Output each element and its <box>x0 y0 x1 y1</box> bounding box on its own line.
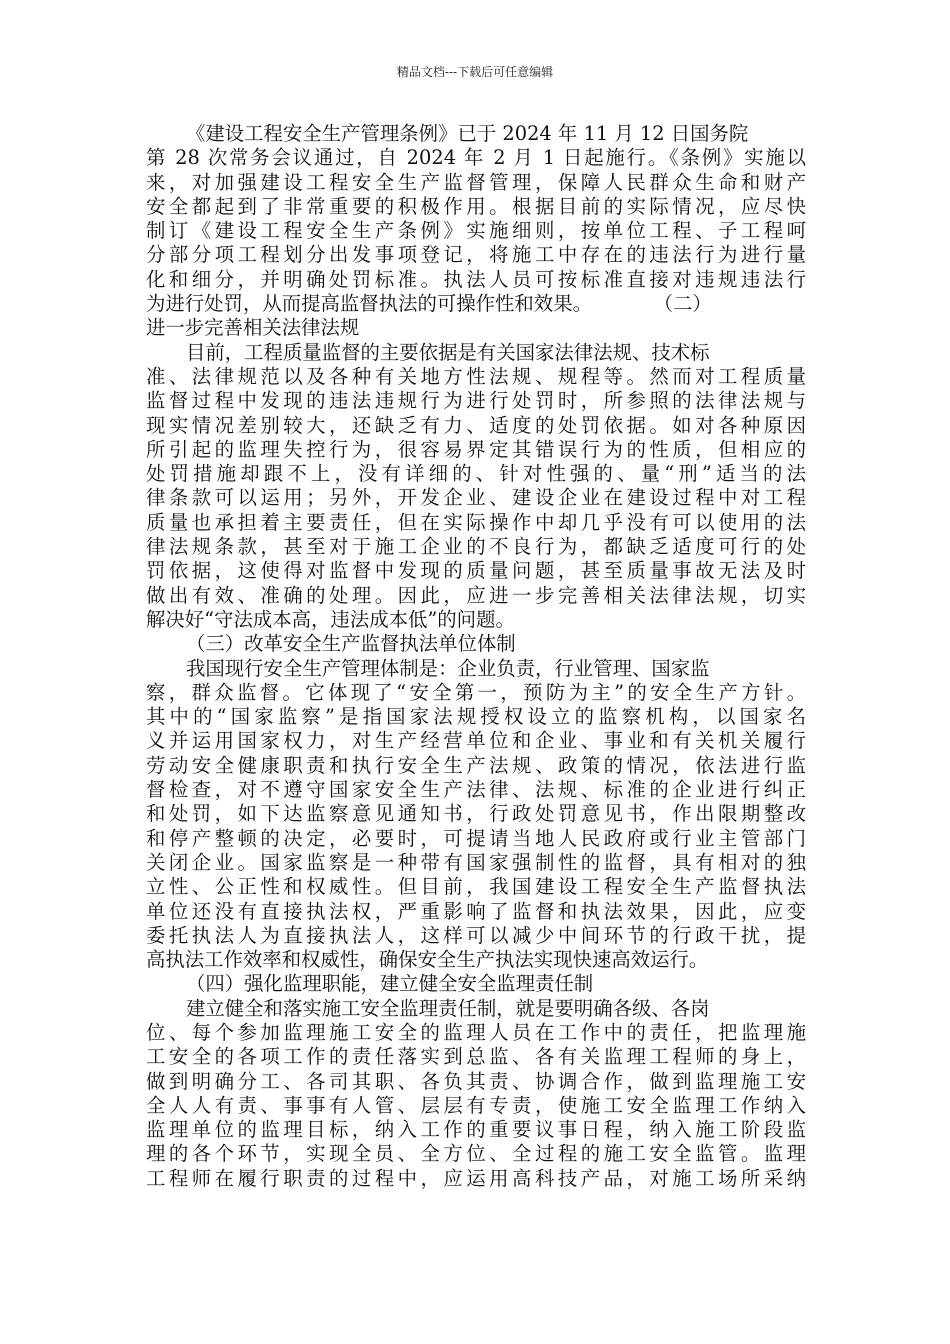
text-line: 律条款可以运用；另外，开发企业、建设企业在建设过程中对工程 <box>146 486 806 510</box>
text-line: 准、法律规范以及各种有关地方性法规、规程等。然而对工程质量 <box>146 364 806 388</box>
text-line: 督检查，对不遵守国家安全生产法律、法规、标准的企业进行纠正 <box>146 778 806 802</box>
text-line: 察，群众监督。它体现了“安全第一，预防为主”的安全生产方针。 <box>146 680 806 704</box>
text-line: 监督过程中发现的违法违规行为进行处罚时，所参照的法律法规与 <box>146 389 806 413</box>
text-line: 化和细分，并明确处罚标准。执法人员可按标准直接对违规违法行 <box>146 267 806 291</box>
text-line: 工安全的各项工作的责任落实到总监、各有关监理工程师的身上， <box>146 1045 806 1069</box>
text-line: 第 28 次常务会议通过，自 2024 年 2 月 1 日起施行。《条例》实施以 <box>146 146 806 170</box>
text-line: 劳动安全健康职责和执行安全生产法规、政策的情况，依法进行监 <box>146 753 806 777</box>
text-line: 所引起的监理失控行为，很容易界定其错误行为的性质，但相应的 <box>146 437 806 461</box>
text-line: 和停产整顿的决定，必要时，可提请当地人民政府或行业主管部门 <box>146 826 806 850</box>
text-line: 律法规条款，甚至对于施工企业的不良行为，都缺乏适度可行的处 <box>146 535 806 559</box>
text-line: 全人人有责、事事有人管、层层有专责，使施工安全监理工作纳入 <box>146 1093 806 1117</box>
text-line: 监理单位的监理目标，纳入工作的重要议事日程，纳入施工阶段监 <box>146 1118 806 1142</box>
section-heading: （三）改革安全生产监督执法单位体制 <box>186 632 516 656</box>
text-line: 和处罚，如下达监察意见通知书，行政处罚意见书，作出限期整改 <box>146 802 806 826</box>
text-line: 高执法工作效率和权威性，确保安全生产执法实现快速高效运行。 <box>146 948 709 972</box>
text-line: 做到明确分工、各司其职、各负其责、协调合作，做到监理施工安 <box>146 1069 806 1093</box>
text-line: 理的各个环节，实现全员、全方位、全过程的施工安全监管。监理 <box>146 1142 806 1166</box>
text-line: 进一步完善相关法律法规 <box>146 316 360 340</box>
text-line: 委托执法人为直接执法人，这样可以减少中间环节的行政干扰，提 <box>146 923 806 947</box>
text-line: 其中的“国家监察”是指国家法规授权设立的监察机构，以国家名 <box>146 705 806 729</box>
text-line: 工程师在履行职责的过程中，应运用高科技产品，对施工场所采纳 <box>146 1166 806 1190</box>
section-heading: （四）强化监理职能，建立健全安全监理责任制 <box>186 972 594 996</box>
text-line: 做出有效、准确的处理。因此，应进一步完善相关法律法规，切实 <box>146 583 806 607</box>
text-line: 制订《建设工程安全生产条例》实施细则，按单位工程、子工程呵 <box>146 219 806 243</box>
text-line: 目前，工程质量监督的主要依据是有关国家法律法规、技术标 <box>186 340 710 364</box>
text-line: 义并运用国家权力，对生产经营单位和企业、事业和有关机关履行 <box>146 729 806 753</box>
text-line: 解决好“守法成本高，违法成本低”的问题。 <box>146 607 515 631</box>
text-line: 单位还没有直接执法权，严重影响了监督和执法效果，因此，应变 <box>146 899 806 923</box>
text-line: 建立健全和落实施工安全监理责任制，就是要明确各级、各岗 <box>186 996 710 1020</box>
text-line: 位、每个参加监理施工安全的监理人员在工作中的责任，把监理施 <box>146 1020 806 1044</box>
text-line: 罚依据，这使得对监督中发现的质量问题，甚至质量事故无法及时 <box>146 559 806 583</box>
text-line: 现实情况差别较大，还缺乏有力、适度的处罚依据。如对各种原因 <box>146 413 806 437</box>
document-body <box>146 122 806 1191</box>
text-line: 《建设工程安全生产管理条例》已于 2024 年 11 月 12 日国务院 <box>186 122 749 145</box>
text-line: 立性、公正性和权威性。但目前，我国建设工程安全生产监督执法 <box>146 875 806 899</box>
text-line: 处罚措施却跟不上，没有详细的、针对性强的、量“刑”适当的法 <box>146 462 806 486</box>
text-line: 来，对加强建设工程安全生产监督管理，保障人民群众生命和财产 <box>146 170 806 194</box>
text-line: 分部分项工程划分出发事项登记，将施工中存在的违法行为进行量 <box>146 243 806 267</box>
text-line: 安全都起到了非常重要的积极作用。根据目前的实际情况，应尽快 <box>146 194 806 218</box>
text-line: 为进行处罚，从而提高监督执法的可操作性和效果。 （二） <box>146 292 712 316</box>
text-line: 质量也承担着主要责任，但在实际操作中却几乎没有可以使用的法 <box>146 510 806 534</box>
text-line: 关闭企业。国家监察是一种带有国家强制性的监督，具有相对的独 <box>146 850 806 874</box>
page-header: 精品文档---下载后可任意编辑 <box>396 65 554 79</box>
text-line: 我国现行安全生产管理体制是：企业负责，行业管理、国家监 <box>186 656 710 680</box>
